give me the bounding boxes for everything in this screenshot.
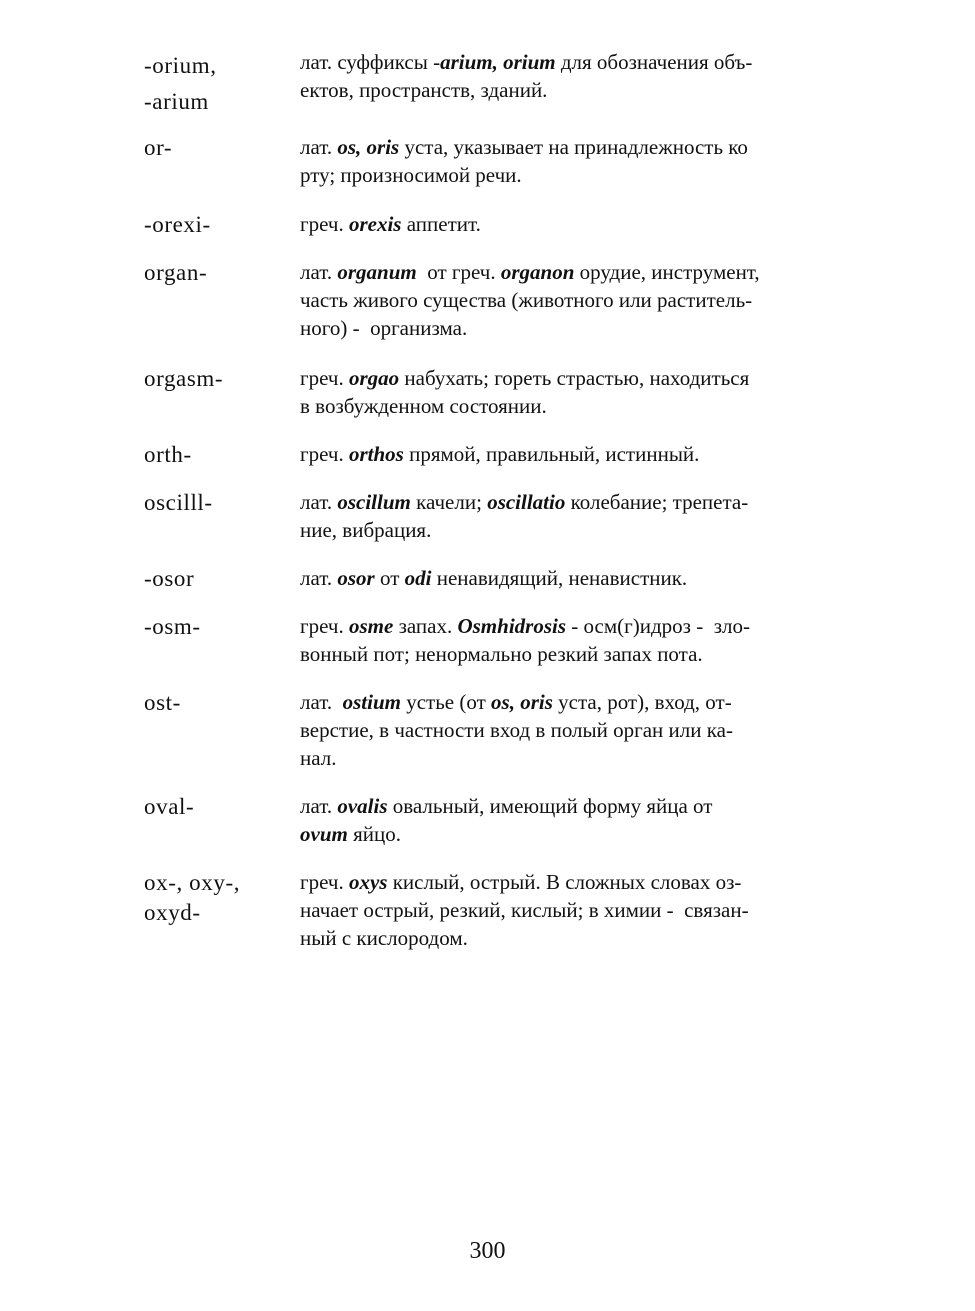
etymon-term: organum: [337, 260, 417, 284]
definition-text: в возбужденном состоянии.: [300, 394, 547, 418]
entry-term: oscilll-: [144, 490, 213, 515]
definition-line: [300, 76, 840, 104]
definition-line: [300, 133, 840, 161]
definition-text: лат.: [300, 690, 343, 714]
etymon-term: oscillatio: [487, 490, 566, 514]
definition-text: рту; произносимой речи.: [300, 163, 522, 187]
definition-line: [300, 258, 840, 286]
definition-text: греч.: [300, 366, 349, 390]
definition-text: от: [374, 566, 405, 590]
definition-text: верстие, в частности вход в полый орган или ка-: [300, 718, 733, 742]
definition-line: [300, 286, 840, 314]
entry-term: or-: [144, 135, 173, 160]
etymon-term: osor: [337, 566, 375, 590]
definition-text: кислый, острый. В сложных словах оз-: [387, 870, 742, 894]
definition-text: запах.: [393, 614, 458, 638]
definition-text: лат.: [300, 135, 338, 159]
entry-term: oval-: [144, 794, 195, 819]
entry-term: orgasm-: [144, 366, 224, 391]
definition-text: ного) - организма.: [300, 316, 468, 340]
definition-line: [300, 210, 840, 238]
etymon-term: arium, orium: [440, 50, 556, 74]
etymon-term: orgao: [348, 366, 400, 390]
entry-definition: [300, 440, 840, 468]
definition-line: [300, 516, 840, 544]
definition-text: набухать; гореть страстью, находиться: [399, 366, 750, 390]
definition-line: [300, 612, 840, 640]
etymon-term: oscillum: [337, 490, 411, 514]
definition-text: лат.: [300, 794, 338, 818]
definition-text: нал.: [300, 746, 337, 770]
definition-line: [300, 161, 840, 189]
definition-text: ние, вибрация.: [300, 518, 432, 542]
definition-line: [300, 364, 840, 392]
definition-text: греч.: [300, 870, 349, 894]
definition-line: [300, 868, 840, 896]
definition-line: [300, 564, 840, 592]
definition-text: от греч.: [416, 260, 501, 284]
definition-text: лат.: [300, 260, 338, 284]
etymon-term: ovum: [300, 822, 348, 846]
entry-definition: [300, 488, 840, 544]
entry-definition: [300, 564, 840, 592]
definition-line: [300, 314, 840, 342]
entry-definition: [300, 258, 840, 342]
etymon-term: oxys: [348, 870, 388, 894]
entry-term: organ-: [144, 260, 208, 285]
definition-line: [300, 896, 840, 924]
entry-definition: [300, 210, 840, 238]
entry-term: orth-: [144, 442, 192, 467]
etymon-term: orthos: [348, 442, 404, 466]
definition-text: ненавидящий, ненавистник.: [431, 566, 688, 590]
entry-term: -orexi-: [144, 212, 211, 237]
definition-text: качели;: [410, 490, 488, 514]
definition-line: [300, 792, 840, 820]
entry-term: -osor: [144, 566, 195, 591]
entry-term: ox-, oxy-, oxyd-: [144, 870, 241, 925]
definition-text: уста, рот), вход, от-: [552, 690, 732, 714]
entry-definition: [300, 48, 840, 104]
definition-line: [300, 716, 840, 744]
entry-term: -orium, -arium: [144, 53, 217, 114]
definition-text: аппетит.: [401, 212, 481, 236]
definition-text: для обозначения объ-: [555, 50, 753, 74]
definition-line: [300, 744, 840, 772]
definition-line: [300, 924, 840, 952]
definition-text: лат. суффиксы -: [300, 50, 441, 74]
definition-text: лат.: [300, 566, 338, 590]
entry-definition: [300, 364, 840, 420]
definition-text: колебание; трепета-: [565, 490, 749, 514]
etymon-term: ostium: [342, 690, 401, 714]
definition-text: греч.: [300, 614, 349, 638]
definition-text: лат.: [300, 490, 338, 514]
etymon-term: odi: [404, 566, 432, 590]
definition-text: - осм(г)идроз - зло-: [566, 614, 750, 638]
definition-text: устье (от: [400, 690, 492, 714]
entry-term: -osm-: [144, 614, 201, 639]
definition-line: [300, 820, 840, 848]
definition-line: [300, 48, 840, 76]
definition-text: яйцо.: [347, 822, 401, 846]
definition-text: начает острый, резкий, кислый; в химии - связан-: [300, 898, 749, 922]
definition-text: прямой, правильный, истинный.: [403, 442, 700, 466]
etymon-term: orexis: [348, 212, 402, 236]
entry-term: ost-: [144, 690, 181, 715]
definition-line: [300, 440, 840, 468]
entry-definition: [300, 133, 840, 189]
definition-text: греч.: [300, 442, 349, 466]
definition-text: ектов, пространств, зданий.: [300, 78, 548, 102]
definition-text: вонный пот; ненормально резкий запах пота.: [300, 642, 703, 666]
etymon-term: os, oris: [337, 135, 400, 159]
definition-text: часть живого существа (животного или раститель-: [300, 288, 753, 312]
entry-definition: [300, 688, 840, 772]
etymon-term: organon: [500, 260, 575, 284]
definition-line: [300, 488, 840, 516]
entry-definition: [300, 868, 840, 952]
definition-text: овальный, имеющий форму яйца от: [387, 794, 713, 818]
page-number: 300: [469, 1238, 506, 1264]
definition-line: [300, 640, 840, 668]
definition-line: [300, 688, 840, 716]
definition-text: ный с кислородом.: [300, 926, 468, 950]
etymon-term: ovalis: [337, 794, 388, 818]
etymon-term: osme: [348, 614, 394, 638]
etymon-term: Osmhidrosis: [457, 614, 567, 638]
definition-line: [300, 392, 840, 420]
definition-text: греч.: [300, 212, 349, 236]
definition-text: уста, указывает на принадлежность ко: [399, 135, 748, 159]
entry-definition: [300, 612, 840, 668]
etymon-term: os, oris: [491, 690, 553, 714]
entry-definition: [300, 792, 840, 848]
definition-text: орудие, инструмент,: [574, 260, 760, 284]
